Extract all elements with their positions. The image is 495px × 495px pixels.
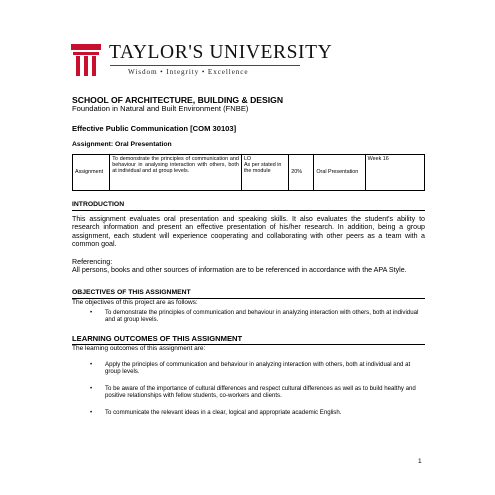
referencing-body: All persons, books and other sources of information are to be referenced in accordance with the APA Style. [72, 266, 407, 274]
assessment-table [72, 154, 425, 191]
table-cell-lo [241, 155, 288, 191]
bullet-icon: • [90, 385, 93, 392]
table-cell-description: To demonstrate the principles of communication and behaviour in analysing interaction with others, both at individual and at group levels. [110, 155, 242, 191]
logo-divider [110, 65, 300, 66]
objective-text: To demonstrate the principles of communication and behaviour in analyzing interaction with others, both at individual and at group levels. [105, 309, 419, 324]
university-tagline: Wisdom • Integrity • Excellence [128, 68, 249, 76]
introduction-heading: INTRODUCTION [72, 201, 125, 208]
assignment-label: Assignment: Oral Presentation [72, 141, 172, 148]
table-cell-type: Assignment [73, 155, 110, 191]
lo-value: As per stated in the module [243, 162, 282, 175]
page-number: 1 [418, 458, 422, 465]
introduction-body: This assignment evaluates oral presentation and speaking skills. It also evaluates the student's ability to research information and present an effective presentation of his/her research. In addition, being a group assignment, each student will experience cooperating and collaborating with other peers as a team with a common goal. [72, 215, 425, 248]
outcomes-intro: The learning outcomes of this assignment are: [72, 345, 206, 352]
university-name: TAYLOR'S UNIVERSITY [109, 42, 333, 63]
objectives-heading: OBJECTIVES OF THIS ASSIGNMENT [72, 289, 191, 296]
table-cell-mode: Oral Presentation [314, 155, 365, 191]
course-title: Effective Public Communication [COM 30103] [72, 124, 237, 133]
university-logo [71, 42, 333, 78]
bullet-icon: • [90, 309, 93, 316]
objectives-intro: The objectives of this project are as follows: [72, 299, 198, 306]
outcomes-heading: LEARNING OUTCOMES OF THIS ASSIGNMENT [72, 334, 243, 343]
program-title: Foundation in Natural and Built Environment (FNBE) [72, 104, 249, 113]
referencing-label: Referencing: [72, 258, 113, 266]
outcome-text: Apply the principles of communication and behaviour in analyzing interaction with others, both at individual and at group levels. [105, 361, 411, 376]
outcome-text: To communicate the relevant ideas in a clear, logical and appropriate academic English. [105, 409, 342, 416]
section-divider [72, 210, 425, 211]
table-row [73, 155, 425, 191]
bullet-icon: • [90, 361, 93, 368]
table-cell-weight: 20% [289, 155, 314, 191]
outcome-text: To be aware of the importance of cultural differences and respect cultural differences as well as to build healthy and positive relationships with fellow students, co-workers and clients. [105, 385, 416, 400]
lo-label: LO [243, 156, 252, 162]
school-title: SCHOOL OF ARCHITECTURE, BUILDING & DESIGN [72, 95, 284, 105]
university-crest-icon [71, 44, 101, 76]
bullet-icon: • [90, 409, 93, 416]
table-cell-week: Week 16 [365, 155, 424, 191]
